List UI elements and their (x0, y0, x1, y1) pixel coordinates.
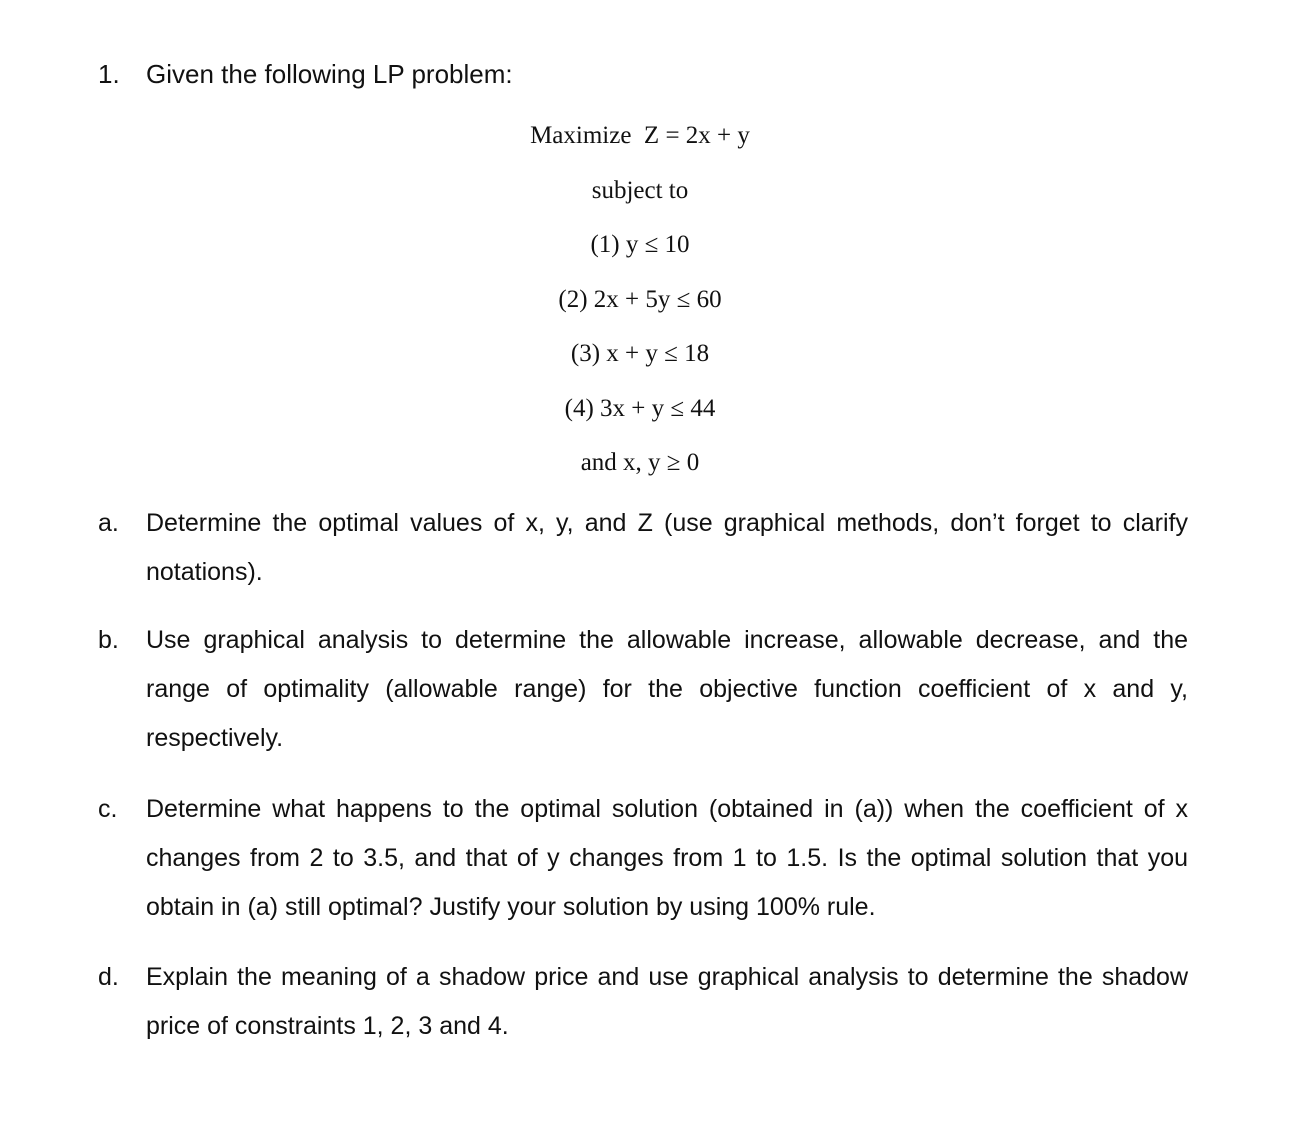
part-b-text: Use graphical analysis to determine the allowable increase, allowable decrease, and the range of optimality (allowable range) for the objective function coefficient of x and y, respectively. (146, 626, 1188, 752)
part-a (98, 499, 1188, 597)
part-a-text: Determine the optimal values of x, y, and Z (use graphical methods, don’t forget to clarify notations). (146, 509, 1188, 586)
question-intro: Given the following LP problem: (146, 59, 513, 89)
part-c (98, 785, 1188, 932)
lp-formulation (440, 116, 840, 498)
part-b-letter: b. (98, 626, 119, 654)
part-c-text: Determine what happens to the optimal solution (obtained in (a)) when the coefficient of x changes from 2 to 3.5, and that of y changes from 1 to 1.5. Is the optimal solution that you obtain in (a) still optimal? Justify your solution by using 100% rule. (146, 795, 1188, 921)
part-d-text: Explain the meaning of a shadow price and use graphical analysis to determine the shadow price of constraints 1, 2, 3 and 4. (146, 963, 1188, 1040)
question-number: 1. (98, 59, 120, 89)
constraint-2: (2) 2x + 5y ≤ 60 (558, 285, 722, 313)
objective-function: Maximize Z = 2x + y (530, 122, 750, 149)
part-d-letter: d. (98, 963, 119, 991)
part-b (98, 616, 1188, 763)
constraint-3: (3) x + y ≤ 18 (570, 340, 710, 367)
part-d (98, 953, 1188, 1051)
subject-to-label: subject to (591, 176, 689, 204)
nonnegativity-constraint: and x, y ≥ 0 (580, 449, 700, 476)
part-c-letter: c. (98, 795, 118, 823)
constraint-1: (1) y ≤ 10 (590, 231, 690, 258)
constraint-4: (4) 3x + y ≤ 44 (564, 394, 716, 422)
part-a-letter: a. (98, 509, 119, 537)
